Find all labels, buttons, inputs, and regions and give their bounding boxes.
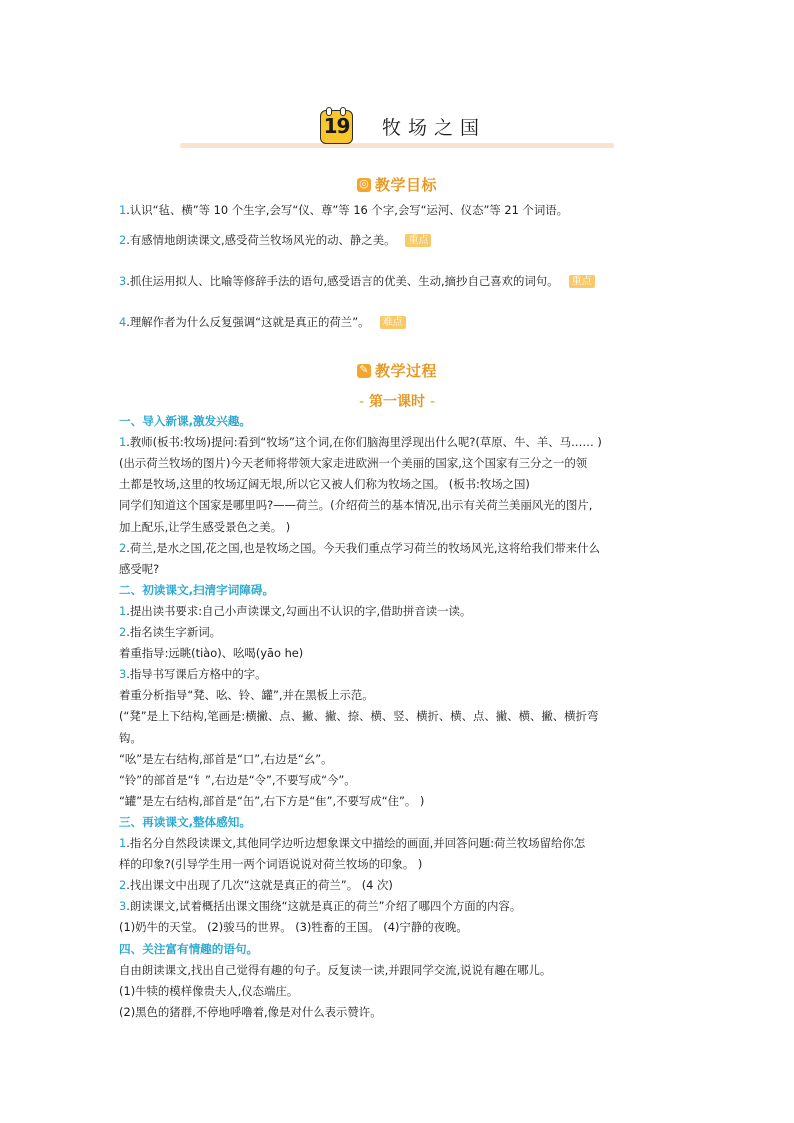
- section-part-heading: 二、初读课文,扫清字词障碍。: [119, 583, 275, 597]
- body-text-line: 样的印象?(引导学生用一两个词语说说对荷兰牧场的印象。 ): [119, 857, 423, 871]
- lesson-title: 牧场之国: [382, 117, 487, 139]
- calendar-icon: [320, 108, 353, 143]
- pen-icon: ✎: [357, 364, 371, 378]
- body-text-line: 自由朗读课文,找出自己觉得有趣的句子。反复读一读,并跟同学交流,说说有趣在哪儿。: [119, 963, 552, 977]
- body-text-line: “铃”的部首是“钅”,右边是“令”,不要写成“今”。: [119, 773, 356, 787]
- lesson-number: 19: [323, 114, 350, 138]
- body-text-line: 3.朗读课文,试着概括出课文围绕“这就是真正的荷兰”介绍了哪四个方面的内容。: [119, 899, 522, 913]
- period-label: 第一课时: [369, 394, 425, 410]
- body-text-line: (1)奶牛的天堂。 (2)骏马的世界。 (3)牲畜的王国。 (4)宁静的夜晚。: [119, 920, 468, 934]
- body-text-line: 1.提出读书要求:自己小声读课文,勾画出不认识的字,借助拼音读一读。: [119, 604, 472, 618]
- lesson-header: [180, 106, 614, 152]
- section-part-heading: 三、再读课文,整体感知。: [119, 815, 251, 829]
- section-part-heading: 一、导入新课,激发兴趣。: [119, 414, 251, 428]
- body-text-line: 2.荷兰,是水之国,花之国,也是牧场之国。今天我们重点学习荷兰的牧场风光,这将给我们带来什么: [119, 541, 600, 555]
- body-text-line: 1.教师(板书:牧场)提问:看到“牧场”这个词,在你们脑海里浮现出什么呢?(草原、牛、羊、马…… ): [119, 435, 602, 449]
- goal-item: 4.理解作者为什么反复强调“这就是真正的荷兰”。 难点: [119, 315, 406, 329]
- section-part-heading: 四、关注富有情趣的语句。: [119, 942, 259, 956]
- body-text-line: 钩。: [119, 731, 142, 745]
- body-text-line: 感受呢?: [119, 562, 160, 576]
- key-point-badge: 重点: [405, 234, 431, 247]
- goals-heading: [0, 174, 794, 196]
- process-heading-text: 教学过程: [374, 362, 437, 380]
- body-text-line: (出示荷兰牧场的图片)今天老师将带领大家走进欧洲一个美丽的国家,这个国家有三分之一的领: [119, 456, 588, 470]
- period-subheading: - 第一课时 -: [358, 394, 436, 410]
- body-text-line: 土都是牧场,这里的牧场辽阔无垠,所以它又被人们称为牧场之国。 (板书:牧场之国): [119, 477, 530, 491]
- title-underline: [180, 143, 614, 148]
- body-text-line: 3.指导书写课后方格中的字。: [119, 667, 267, 681]
- goal-item: 1.认识“毡、横”等 10 个生字,会写“仪、尊”等 16 个字,会写“运河、仪态”等 21 个词语。: [119, 203, 569, 217]
- goal-item: 2.有感情地朗读课文,感受荷兰牧场风光的动、静之美。 重点: [119, 233, 431, 247]
- body-text-line: 2.指名读生字新词。: [119, 625, 221, 639]
- body-text-line: (2)黑色的猪群,不停地呼噜着,像是对什么表示赞许。: [119, 1005, 382, 1019]
- body-text-line: “吆”是左右结构,部首是“口”,右边是“幺”。: [119, 752, 333, 766]
- process-heading: [0, 360, 794, 382]
- body-text-line: 1.指名分自然段读课文,其他同学边听边想象课文中描绘的画面,并回答问题:荷兰牧场留给你怎: [119, 836, 586, 850]
- body-text-line: 加上配乐,让学生感受景色之美。 ): [119, 520, 291, 534]
- body-text-line: (“凳”是上下结构,笔画是:横撇、点、撇、撇、捺、横、竖、横折、横、点、撇、横、撇、横折弯: [119, 709, 599, 723]
- body-text-line: 着重指导:远眺(tiào)、吆喝(yāo he): [119, 646, 304, 660]
- body-text-line: (1)牛犊的模样像贵夫人,仪态端庄。: [119, 984, 299, 998]
- body-text-line: 着重分析指导“凳、吆、铃、罐”,并在黑板上示范。: [119, 688, 374, 702]
- goal-item: 3.抓住运用拟人、比喻等修辞手法的语句,感受语言的优美、生动,摘抄自己喜欢的词句。 重点: [119, 274, 595, 288]
- key-point-badge: 重点: [569, 275, 595, 288]
- goals-heading-text: 教学目标: [374, 176, 437, 194]
- body-text-line: “罐”是左右结构,部首是“缶”,右下方是“隹”,不要写成“住”。 ): [119, 794, 425, 808]
- target-icon: ◎: [357, 178, 371, 192]
- difficulty-badge: 难点: [380, 316, 406, 329]
- body-text-line: 同学们知道这个国家是哪里吗?——荷兰。(介绍荷兰的基本情况,出示有关荷兰美丽风光的图片,: [119, 498, 593, 512]
- body-text-line: 2.找出课文中出现了几次“这就是真正的荷兰”。 (4 次): [119, 878, 393, 892]
